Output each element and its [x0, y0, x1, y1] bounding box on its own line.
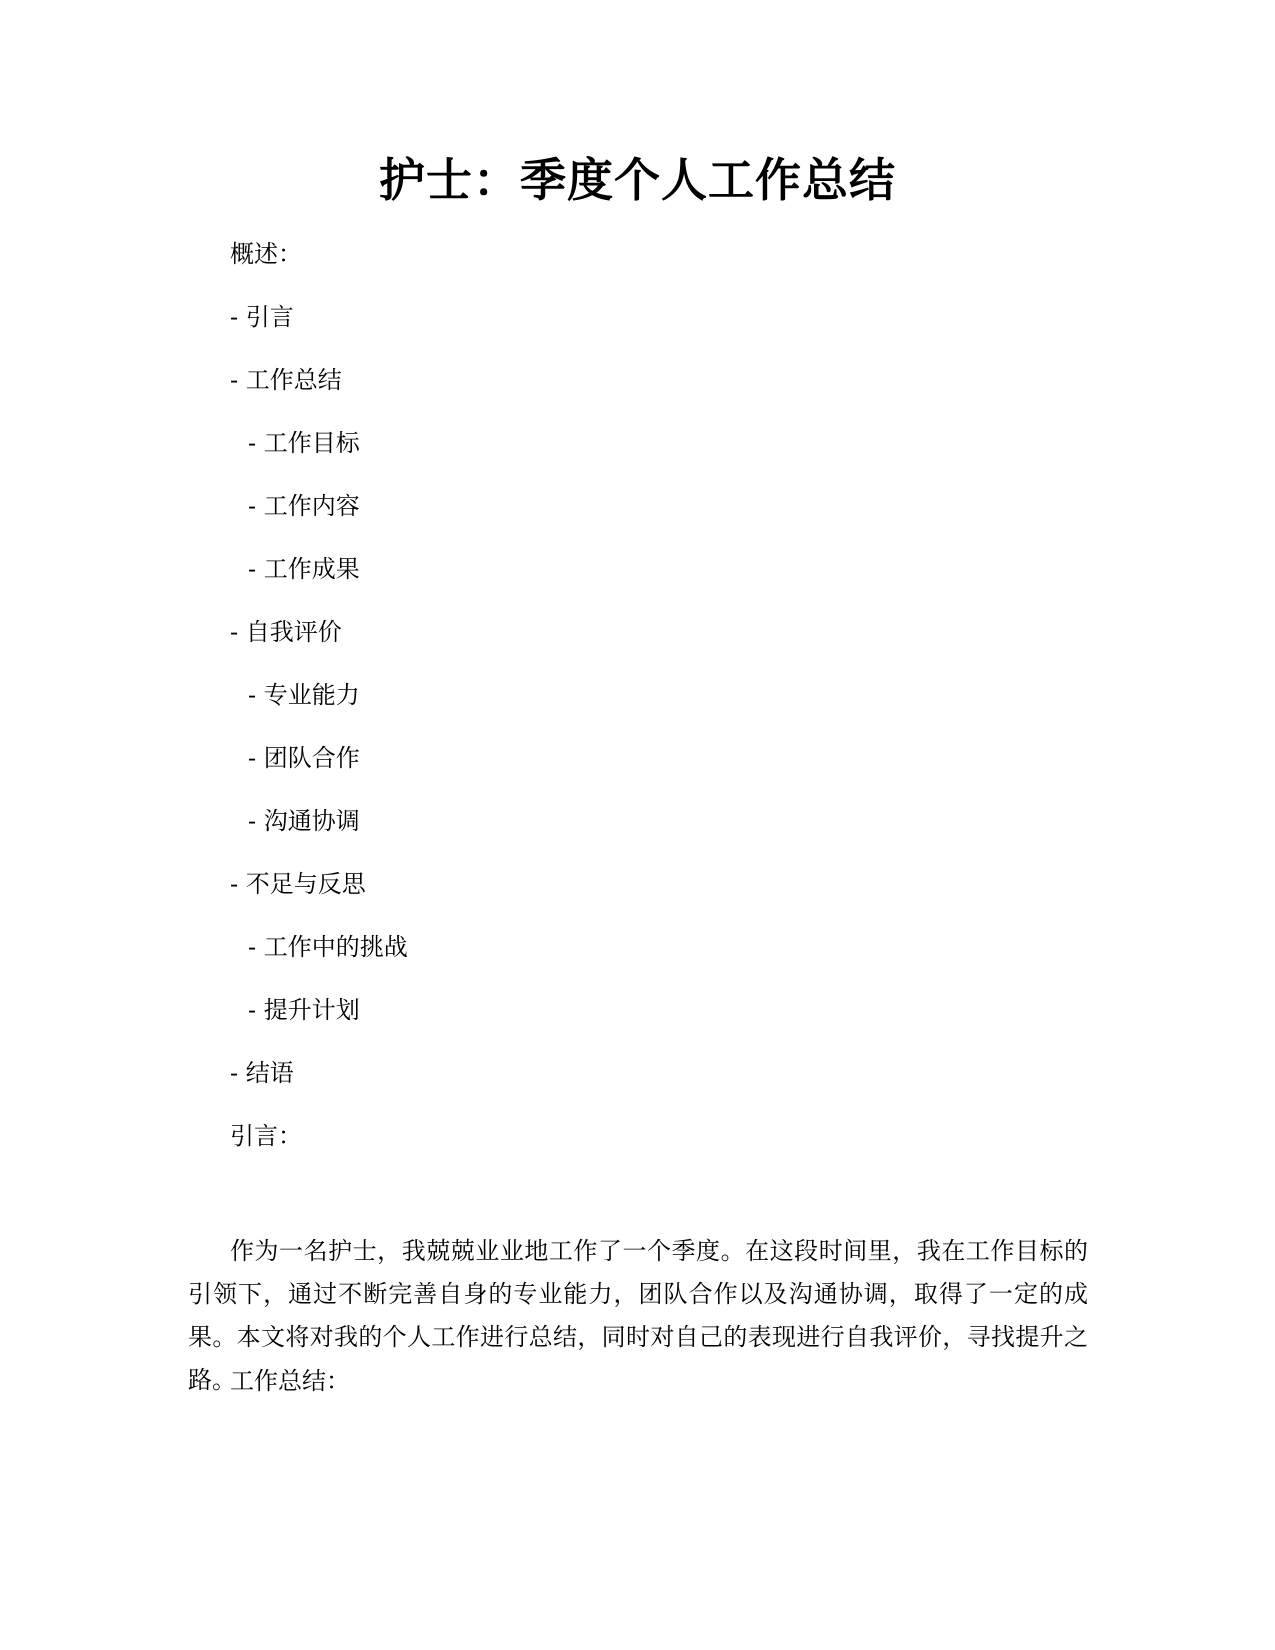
- intro-paragraph: 作为一名护士，我兢兢业业地工作了一个季度。在这段时间里，我在工作目标的引领下，通过不断完善自身的专业能力，团队合作以及沟通协调，取得了一定的成果。本文将对我的个人工作进行总结，同时对自己的表现进行自我评价，寻找提升之路。: [188, 1237, 1088, 1394]
- outline-subitem: - 团队合作: [248, 744, 360, 772]
- intro-heading: 引言：: [230, 1122, 302, 1150]
- outline-item: - 工作总结: [230, 366, 342, 394]
- outline-item: - 不足与反思: [230, 870, 366, 898]
- outline-subitem: - 专业能力: [248, 681, 360, 709]
- outline-subitem: - 工作目标: [248, 429, 360, 457]
- outline-item: - 引言: [230, 303, 294, 331]
- outline-subitem: - 工作成果: [248, 555, 360, 583]
- overview-heading: 概述：: [230, 240, 302, 268]
- outline-subitem: - 工作中的挑战: [248, 933, 408, 961]
- outline-item: - 结语: [230, 1059, 294, 1087]
- summary-heading: 工作总结：: [230, 1367, 350, 1395]
- outline-subitem: - 工作内容: [248, 492, 360, 520]
- outline-subitem: - 沟通协调: [248, 807, 360, 835]
- outline-item: - 自我评价: [230, 618, 342, 646]
- document-title: 护士：季度个人工作总结: [379, 153, 896, 207]
- outline-subitem: - 提升计划: [248, 996, 360, 1024]
